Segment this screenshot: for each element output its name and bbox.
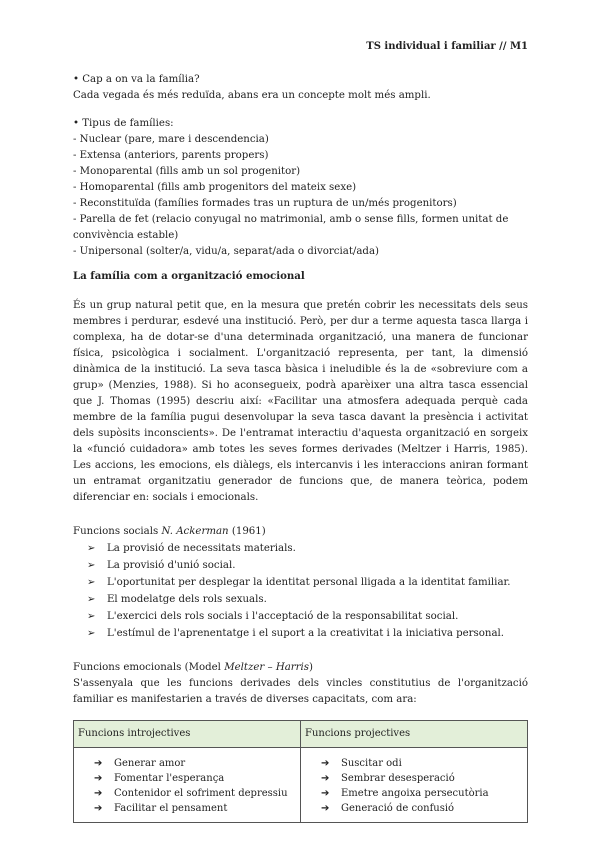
list-item: - Unipersonal (solter/a, vidu/a, separat/ada o divorciat/ada) <box>73 246 379 257</box>
list-item: ➔ Generació de confusió <box>321 803 455 814</box>
functions-table <box>73 720 528 823</box>
page-header: TS individual i familiar // M1 <box>366 41 528 52</box>
list-item: - Parella de fet (relacio conyugal no matrimonial, amb o sense fills, formen unitat de convivència estable) <box>73 214 509 241</box>
social-functions-list <box>73 540 528 642</box>
column-header-introjective: Funcions introjectives <box>74 721 301 748</box>
bullet-arrow-icon: ➢ <box>87 611 96 622</box>
answer-line: Cada vegada és més reduïda, abans era un concepte molt més ampli. <box>73 90 431 101</box>
list-item: ➢ La provisió de necessitats materials. <box>87 540 528 557</box>
introjective-cell <box>74 748 301 823</box>
list-item: ➔ Generar amor <box>94 758 186 769</box>
list-item: ➔ Suscitar odi <box>321 758 402 769</box>
arrow-icon: ➔ <box>321 758 330 769</box>
arrow-icon: ➔ <box>94 758 103 769</box>
list-item: ➔ Facilitar el pensament <box>94 803 228 814</box>
list-item: - Extensa (anteriors, parents propers) <box>73 150 269 161</box>
list-item: ➢ El modelatge dels rols sexuals. <box>87 591 528 608</box>
bullet-arrow-icon: ➢ <box>87 628 96 639</box>
body-paragraph: És un grup natural petit que, en la mesura que pretén cobrir les necessitats dels seus membres i perdurar, esdevé una institució. Però, per dur a terme aquesta tasca llarga i complexa, ha de dotar-se d'una determinada organització, una manera de funcionar física, psicològica i socialment. L'organització representa, per tant, la dimensió dinàmica de la institució. La seva tasca bàsica i ineludible és la de «sobreviure com a grup» (Menzies, 1988). Si ho aconsegueix, podrà aparèixer una altra tasca essencial que J. Thomas (1995) descriu així: «Facilitar una atmosfera adequada perquè cada membre de la família pugui desenvolupar la seva tasca davant la presència i activitat dels supòsits inconscients». De l'entramat interactiu d'aquesta organització en sorgeix la «funció cuidadora» amb totes les seves formes derivades (Meltzer i Harris, 1985). Les accions, les emocions, els diàlegs, els intercanvis i les interaccions aniran formant un entramat organitzatiu generador de funcions que, de manera teòrica, podem diferenciar en: socials i emocionals. <box>73 300 528 503</box>
list-item: ➢ L'estímul de l'aprenentatge i el suport a la creativitat i la iniciativa personal. <box>87 625 528 642</box>
column-header-projective: Funcions projectives <box>301 721 528 748</box>
arrow-icon: ➔ <box>321 803 330 814</box>
bullet-arrow-icon: ➢ <box>87 577 96 588</box>
arrow-icon: ➔ <box>94 788 103 799</box>
arrow-icon: ➔ <box>321 773 330 784</box>
bullet-arrow-icon: ➢ <box>87 543 96 554</box>
emotional-functions-title: Funcions emocionals (Model Meltzer – Harris) <box>73 662 314 673</box>
list-item: - Nuclear (pare, mare i descendencia) <box>73 134 269 145</box>
list-item: ➔ Contenidor el sofriment depressiu <box>94 788 288 799</box>
list-item: ➢ L'oportunitat per desplegar la identitat personal lligada a la identitat familiar. <box>87 574 528 591</box>
section-heading: La família com a organització emocional <box>73 270 305 282</box>
list-item: ➢ L'exercici dels rols socials i l'acceptació de la responsabilitat social. <box>87 608 528 625</box>
projective-cell <box>301 748 528 823</box>
author-name: N. Ackerman <box>161 526 229 537</box>
social-functions-title: Funcions socials N. Ackerman (1961) <box>73 526 266 537</box>
arrow-icon: ➔ <box>94 773 103 784</box>
list-item: ➢ La provisió d'unió social. <box>87 557 528 574</box>
arrow-icon: ➔ <box>321 788 330 799</box>
family-types-title: • Tipus de famílies: <box>73 118 174 129</box>
family-types-list <box>73 132 528 260</box>
document-body <box>73 72 528 823</box>
arrow-icon: ➔ <box>94 803 103 814</box>
emotional-paragraph: S'assenyala que les funcions derivades dels vincles constitutius de l'organització familiar es manifestarien a través de diverses capacitats, com ara: <box>73 678 528 705</box>
list-item: ➔ Sembrar desesperació <box>321 773 455 784</box>
list-item: - Homoparental (fills amb progenitors del mateix sexe) <box>73 182 357 193</box>
bullet-arrow-icon: ➢ <box>87 594 96 605</box>
list-item: - Monoparental (fills amb un sol progenitor) <box>73 166 301 177</box>
model-name: Meltzer – Harris <box>224 662 310 673</box>
list-item: - Reconstituïda (famílies formades tras un ruptura de un/més progenitors) <box>73 198 457 209</box>
list-item: ➔ Emetre angoixa persecutòria <box>321 788 489 799</box>
question-line: • Cap a on va la família? <box>73 74 200 85</box>
bullet-arrow-icon: ➢ <box>87 560 96 571</box>
list-item: ➔ Fomentar l'esperança <box>94 773 225 784</box>
